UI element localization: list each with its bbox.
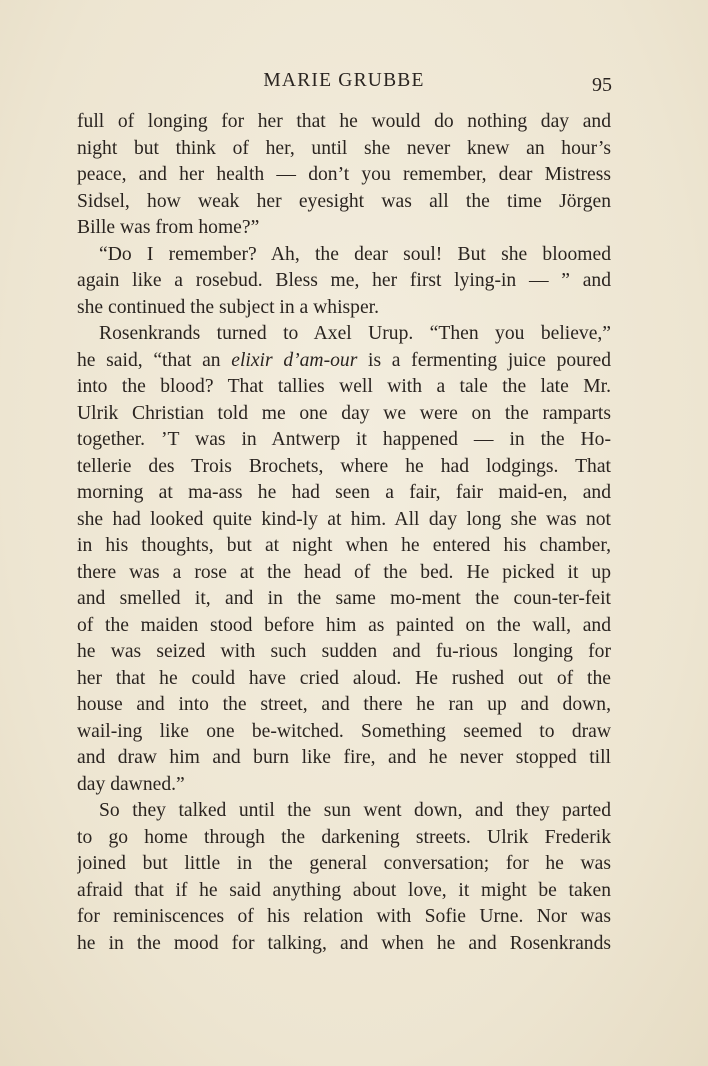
text-line: her that he could have cried aloud. He rushed out of the xyxy=(77,667,611,689)
text-line: morning at ma-ass he had seen a fair, fair maid-en, and xyxy=(77,482,611,504)
text-line: together. ’T was in Antwerp it happened — in the Ho- xyxy=(77,429,611,451)
text-line: Ulrik Christian told me one day we were on the ramparts xyxy=(77,402,611,424)
text-line: night but think of her, until she never knew an hour’s xyxy=(77,137,611,159)
text-line: full of longing for her that he would do nothing day and xyxy=(77,111,611,132)
text-line: “Do I remember? Ah, the dear soul! But she bloomed xyxy=(99,243,611,265)
text-line: So they talked until the sun went down, and they parted xyxy=(99,800,611,822)
text-segment: he said, “that an xyxy=(77,349,221,371)
text-line: day dawned.” xyxy=(77,773,185,795)
text-line: and draw him and burn like fire, and he never stopped till xyxy=(77,747,611,769)
text-line: she continued the subject in a whisper. xyxy=(77,296,379,318)
text-line: she had looked quite kind-ly at him. All day long she was not xyxy=(77,508,611,530)
text-line: Sidsel, how weak her eyesight was all the time Jörgen xyxy=(77,190,611,212)
running-head xyxy=(76,70,612,100)
body-text xyxy=(77,109,611,958)
text-line: to go home through the darkening streets. Ulrik Frederik xyxy=(77,826,611,848)
running-title: MARIE GRUBBE xyxy=(263,70,425,91)
text-line-with-italic xyxy=(77,348,611,375)
text-line: into the blood? That tallies well with a tale the late Mr. xyxy=(77,376,611,398)
text-line: of the maiden stood before him as painted on the wall, and xyxy=(77,614,611,636)
text-line: he in the mood for talking, and when he and Rosenkrands xyxy=(77,932,611,954)
text-line: and smelled it, and in the same mo-ment the coun-ter-feit xyxy=(77,588,611,610)
text-line: he was seized with such sudden and fu-rious longing for xyxy=(77,641,611,663)
italic-phrase: elixir d’am-our xyxy=(231,349,358,371)
text-line: Rosenkrands turned to Axel Urup. “Then you believe,” xyxy=(99,323,611,345)
text-line: peace, and her health — don’t you remember, dear Mistress xyxy=(77,164,611,186)
text-line: there was a rose at the head of the bed. He picked it up xyxy=(77,561,611,583)
text-line: joined but little in the general conversation; for he was xyxy=(77,853,611,875)
text-line: again like a rosebud. Bless me, her first lying-in — ” and xyxy=(77,270,611,292)
text-line: for reminiscences of his relation with Sofie Urne. Nor was xyxy=(77,906,611,928)
page-number: 95 xyxy=(592,74,612,96)
text-line: afraid that if he said anything about love, it might be taken xyxy=(77,879,611,901)
text-segment: is a fermenting juice poured xyxy=(368,349,611,371)
text-line: wail-ing like one be-witched. Something seemed to draw xyxy=(77,720,611,742)
text-line: tellerie des Trois Brochets, where he had lodgings. That xyxy=(77,455,611,477)
text-line: Bille was from home?” xyxy=(77,217,260,239)
text-line: house and into the street, and there he ran up and down, xyxy=(77,694,611,716)
text-line: in his thoughts, but at night when he entered his chamber, xyxy=(77,535,611,557)
